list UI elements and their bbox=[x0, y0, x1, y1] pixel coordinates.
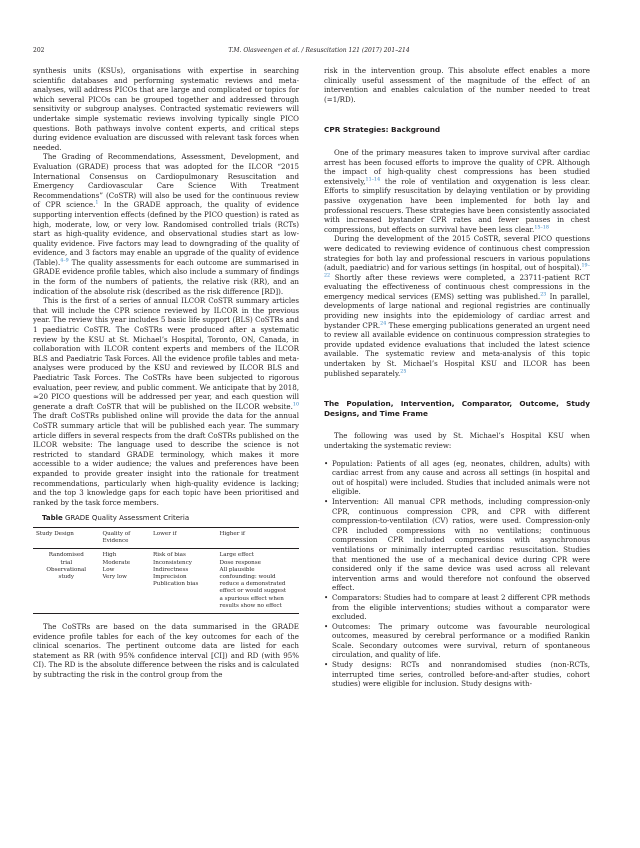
citation-link[interactable]: 15–18 bbox=[534, 225, 549, 231]
list-item: • Outcomes: The primary outcome was favourable neurological outcomes, measured by cerebral performance or a modified Rankin Scale. Secondary outcomes were survival, return of spontaneous circulation, and quality of life. bbox=[324, 621, 590, 660]
left-column bbox=[33, 66, 299, 680]
bullet-icon: • bbox=[324, 621, 329, 631]
table-header-row bbox=[33, 527, 299, 548]
paragraph: During the development of the 2015 CoSTR, several PICO questions were dedicated to reviewing evidence of continuous chest compression strategies for both lay and professional rescuers in various populations (adult, paediatric) and for various settings (in hospital, out of hospital).$^{19-22}$ Shortly after these reviews were completed, a 23711-patient RCT evaluating the effectiveness of continuous chest compressions in the emergency medical services (EMS) setting was published.$^{23}$ In parallel, developments of large national and regional registries are continually providing new insights into the epidemiology of cardiac arrest and bystander CPR.$^{24}$ These emerging publications generated an urgent need to review all available evidence on continuous compression strategies to provide updated evidence evaluations that included the latest science available. The systematic review and meta-analysis of this topic undertaken by St. Michael’s Hospital KSU and ILCOR has been published separately.$^{25}$ bbox=[324, 234, 590, 378]
list-item: • Study designs: RCTs and nonrandomised studies (non-RCTs, interrupted time series, controlled before-and-after studies, cohort studies) were eligible for inclusion. Study designs with- bbox=[324, 660, 590, 689]
paragraph: This is the first of a series of annual ILCOR CoSTR summary articles that will include the CPR science reviewed by ILCOR in the previous year. The review this year includes 5 basic life support (BLS) CoSTRs and 1 paediatric CoSTR. The CoSTRs were produced after a systematic review by the KSU at St. Michael’s Hospital, Toronto, ON, Canada, in collaboration with ILCOR content experts and members of the ILCOR BLS and Paediatric Task Forces. All the evidence profile tables and meta-analyses were produced by the KSU and reviewed by ILCOR BLS and Paediatric Task Forces. The CoSTRs have been subjected to rigorous evaluation, peer review, and public comment. We anticipate that by 2018, ≈20 PICO questions will be addressed per year, and each question will generate a draft CoSTR that will be published on the ILCOR website.$^{10}$ The draft CoSTRs published online will provide the data for the annual CoSTR summary article that will be published each year. The summary article differs in several respects from the draft CoSTRs published on the ILCOR website: The language used to describe the science is not restricted to standard GRADE terminology, which makes it more accessible to a wider audience; the values and preferences have been expanded to provide greater insight into the rationale for treatment recommendations, particularly when high-quality evidence is lacking; and the top 3 knowledge gaps for each topic have been prioritised and ranked by the task force members. bbox=[33, 296, 299, 507]
bullet-icon: • bbox=[324, 592, 329, 602]
citation-link[interactable]: 19–22 bbox=[324, 263, 590, 279]
section-heading: CPR Strategies: Background bbox=[324, 125, 441, 135]
table-cell: Randomised trial Observational study bbox=[33, 549, 100, 614]
table-cell: High Moderate Low Very low bbox=[100, 549, 151, 614]
citation-link[interactable]: 11–14 bbox=[365, 177, 381, 183]
bullet-icon: • bbox=[324, 496, 329, 506]
table-row bbox=[33, 549, 299, 614]
citation-link[interactable]: 23 bbox=[540, 292, 547, 298]
table-cell: Large effect Dose response All plausible confounding: would reduce a demonstrated effect or would suggest a spurious effect when results show no effect bbox=[217, 549, 299, 614]
running-header bbox=[33, 47, 605, 59]
paragraph: The following was used by St. Michael’s Hospital KSU when undertaking the systematic review: bbox=[324, 431, 590, 450]
list-item: • Comparators: Studies had to compare at least 2 different CPR methods from the eligible interventions; studies without a comparator were excluded. bbox=[324, 592, 590, 622]
list-item: • Population: Patients of all ages (eg, neonates, children, adults) with cardiac arrest from any cause and across all settings (in hospital and out of hospital) were included. Studies that included animals were not eligible. bbox=[324, 458, 590, 497]
table-header: Lower if bbox=[150, 527, 217, 548]
table-header: Study Design bbox=[33, 527, 100, 548]
citation-link[interactable]: 25 bbox=[400, 369, 407, 375]
paragraph: The Grading of Recommendations, Assessment, Development, and Evaluation (GRADE) process that was adopted for the ILCOR “2015 International Consensus on Cardiopulmonary Resuscitation and Emergency Cardiovascular Care Science With Treatment Recommendations” (CoSTR) will also be used for the continuous review of CPR science.$^1$ In the GRADE approach, the quality of evidence supporting intervention effects (defined by the PICO question) is rated as high, moderate, low, or very low. Randomised controlled trials (RCTs) start as high-quality evidence, and observational studies start as low-quality evidence. Five factors may lead to downgrading of the quality of evidence, and 3 factors may enable an upgrade of the quality of evidence (Table).$^{4-9}$ The quality assessments for each outcome are summarised in GRADE evidence profile tables, which also include a summary of findings in the form of the numbers of patients, the relative risk (RR), and an indication of the absolute risk (described as the risk difference [RD]). bbox=[33, 152, 299, 296]
bullet-icon: • bbox=[324, 660, 329, 670]
pico-criteria-list bbox=[324, 459, 590, 689]
paragraph: One of the primary measures taken to improve survival after cardiac arrest has been focused efforts to improve the quality of CPR. Although the impact of high-quality chest compressions has been studied extensively,$^{11-14}$ the role of ventilation and oxygenation is less clear. Efforts to simplify resuscitation by delaying ventilation or by providing passive oxygenation have been implemented for both lay and professional rescuers. These strategies have been consistently associated with increased bystander CPR rates and fewer pauses in chest compressions, but effects on survival have been less clear.$^{15-18}$ bbox=[324, 147, 590, 234]
paragraph: The CoSTRs are based on the data summarised in the GRADE evidence profile tables for each of the key outcomes for each of the clinical scenarios. The pertinent outcome data are listed for each statement as RR (with 95% confidence interval [CI]) and RD (with 95% CI). The RD is the absolute difference between the risks and is calculated by subtracting the risk in the control group from the bbox=[33, 621, 299, 679]
citation-link[interactable]: 4–9 bbox=[60, 258, 69, 264]
section-heading: The Population, Intervention, Comparator, Outcome, Study Designs, and Time Frame bbox=[324, 399, 590, 418]
table-caption: Table GRADE Quality Assessment Criteria bbox=[42, 514, 190, 523]
grade-criteria-table bbox=[33, 514, 299, 614]
table-cell: Risk of bias Inconsistency Indirectness Imprecision Publication bias bbox=[150, 549, 217, 614]
table-header: Higher if bbox=[217, 527, 299, 548]
journal-citation: T.M. Olasveengen et al. / Resuscitation 121 (2017) 201–214 bbox=[228, 47, 410, 54]
paragraph: synthesis units (KSUs), organisations with expertise in searching scientific databases and performing systematic reviews and meta-analyses, will address PICOs that are large and complicated or topics for which several PICOs can be grouped together and addressed through sensitivity or subgroup analyses. Contracted systematic reviewers will undertake simple systematic reviews involving typically single PICO questions. Both pathways involve content experts, and critical steps during evidence evaluation are discussed with relevant task forces when needed. bbox=[33, 66, 299, 152]
citation-link[interactable]: 10 bbox=[292, 402, 299, 408]
citation-link[interactable]: 24 bbox=[380, 321, 387, 327]
page-number: 202 bbox=[33, 47, 45, 54]
list-item: • Intervention: All manual CPR methods, including compression-only CPR, continuous compression CPR, and CPR with different compression-to-ventilation (CV) ratios, were used. Compression-only CPR included compressions with no ventilations; continuous compression CPR included compressions with asynchronous ventilations or minimally interrupted cardiac resuscitation. Studies that mentioned the use of a mechanical device during CPR were considered only if the same device was used across all relevant intervention arms and would therefore not confound the observed effect. bbox=[324, 496, 590, 593]
bullet-icon: • bbox=[324, 458, 329, 468]
right-column bbox=[324, 66, 590, 689]
table-header: Quality of Evidence bbox=[100, 527, 151, 548]
paragraph: risk in the intervention group. This absolute effect enables a more clinically useful assessment of the magnitude of the effect of an intervention and enables calculation of the number needed to treat (=1/RD). bbox=[324, 66, 590, 104]
citation-link[interactable]: 1 bbox=[95, 200, 99, 206]
